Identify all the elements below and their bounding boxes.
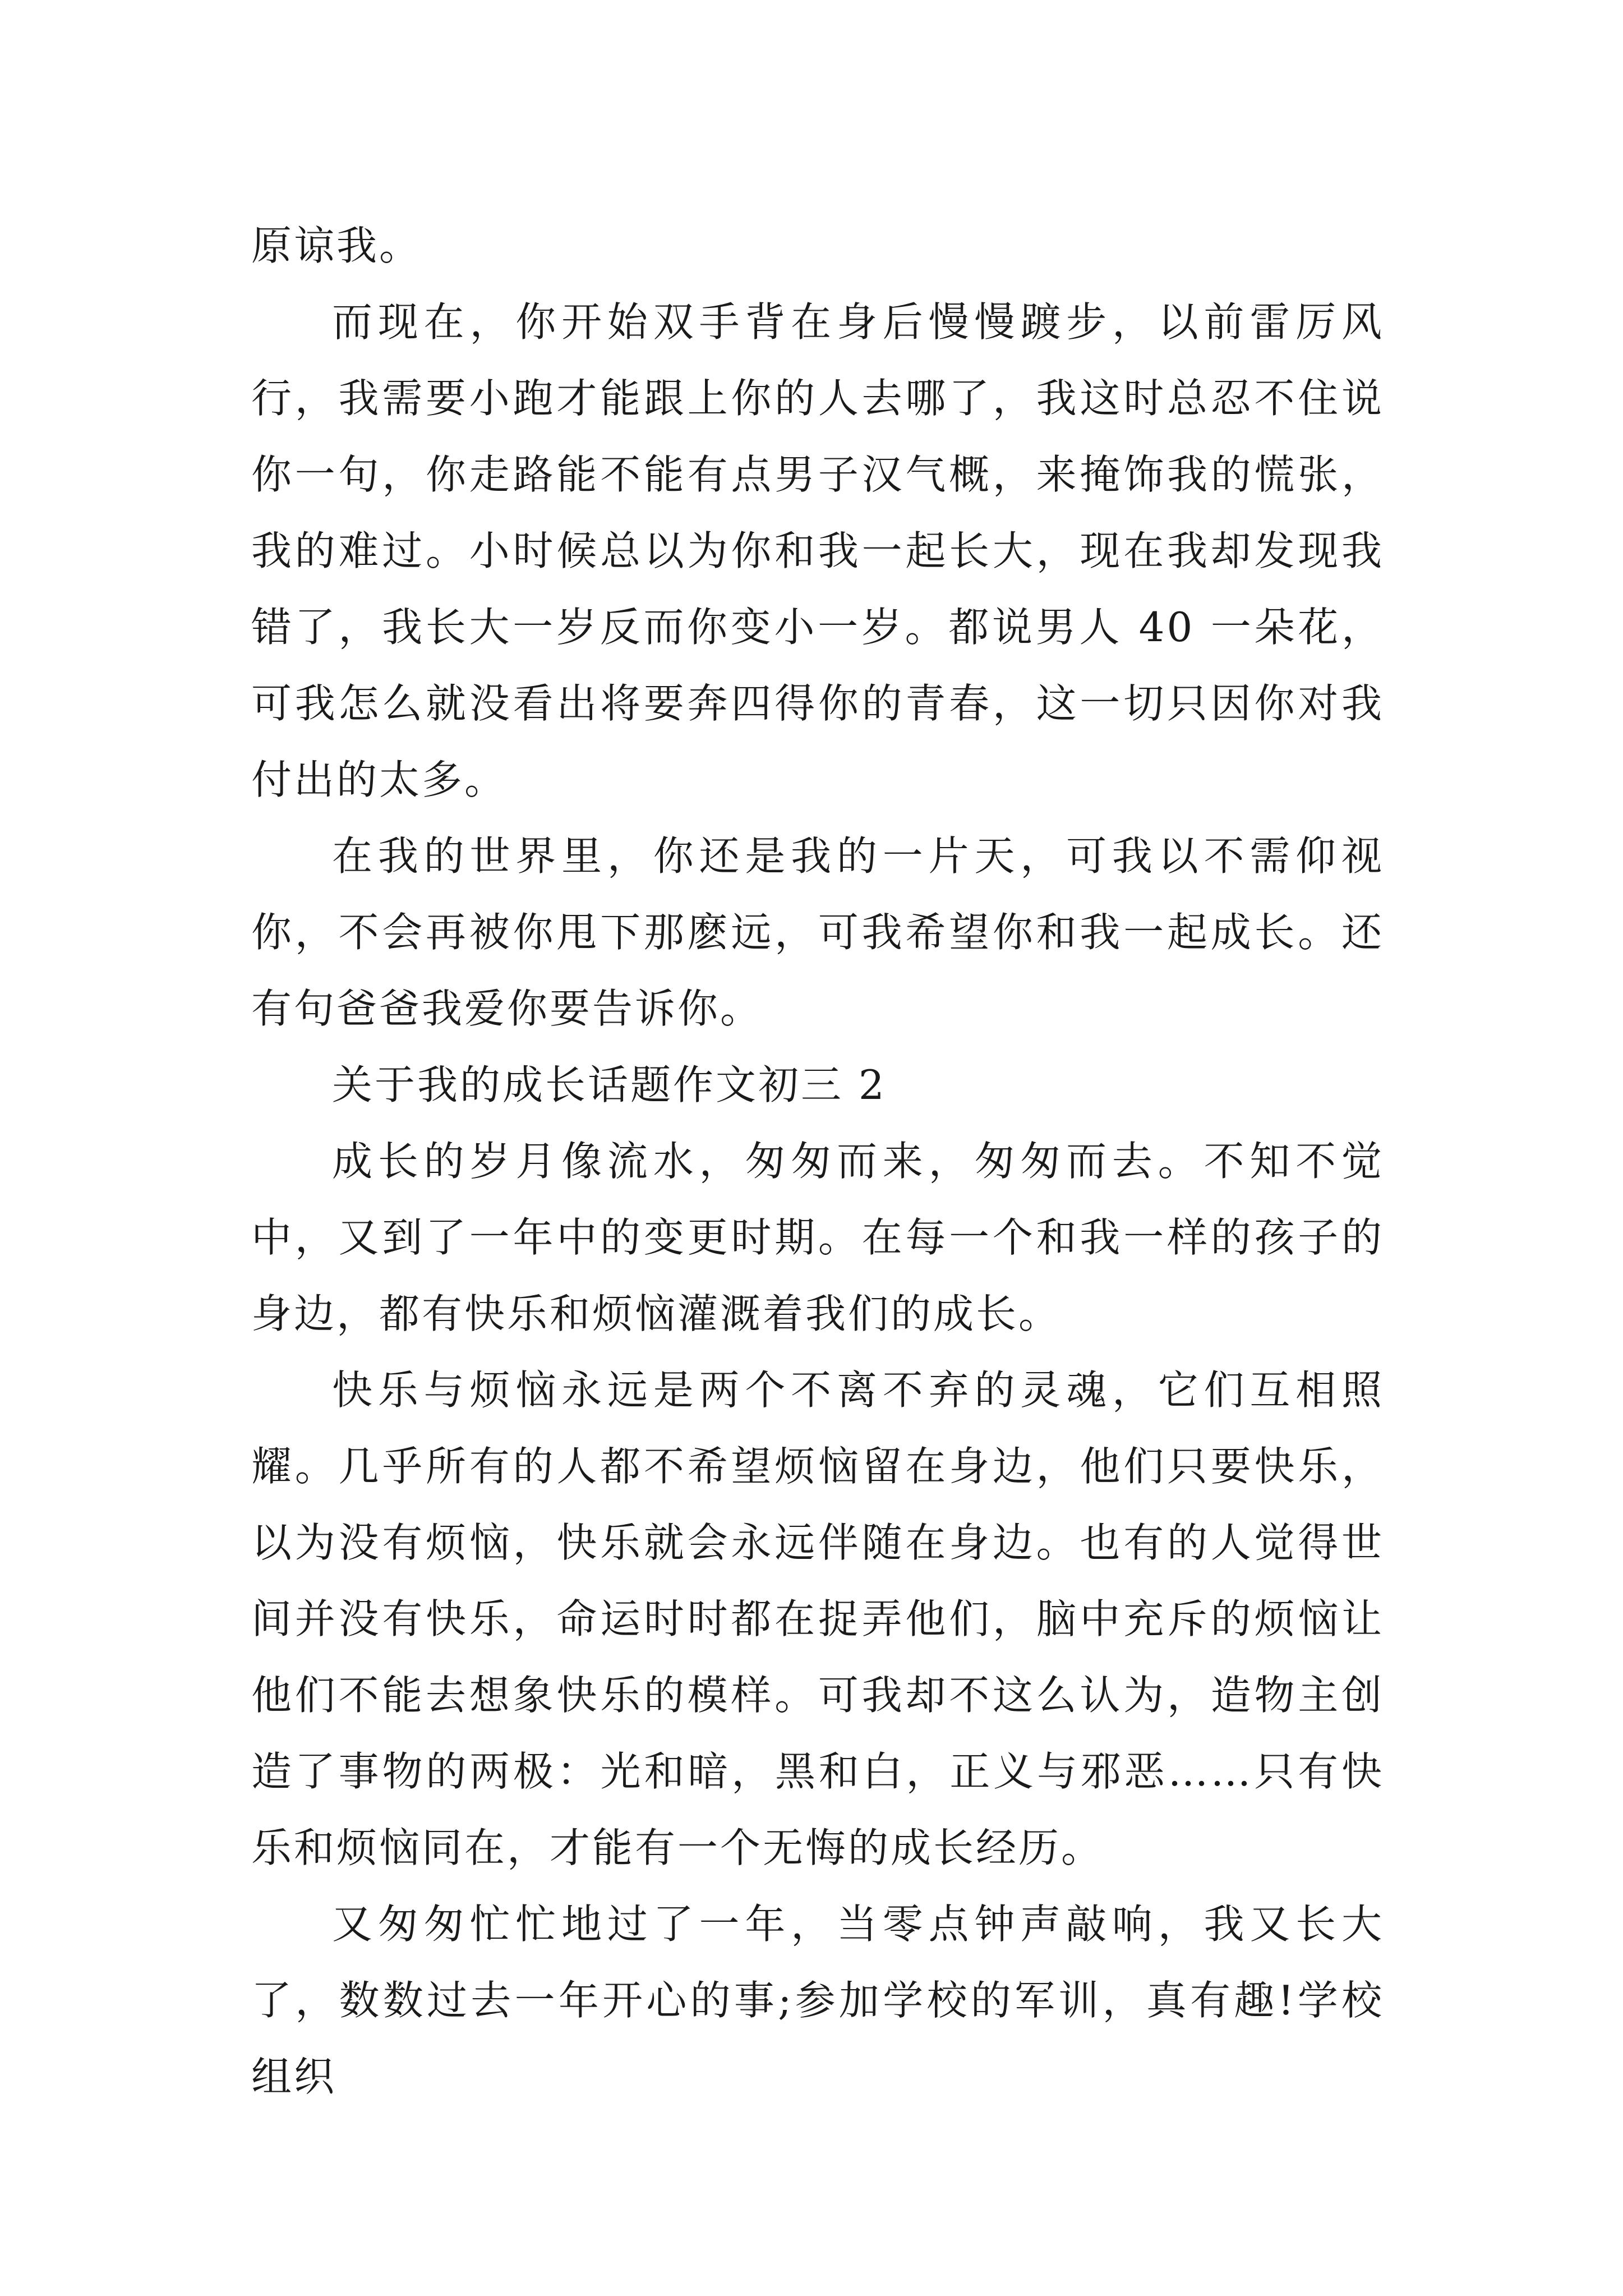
paragraph-continuation: 原谅我。: [251, 222, 422, 269]
document-body: [251, 208, 1384, 2115]
paragraph: 快乐与烦恼永远是两个不离不弃的灵魂，它们互相照耀。几乎所有的人都不希望烦恼留在身边，他们只要快乐，以为没有烦恼，快乐就会永远伴随在身边。也有的人觉得世间并没有快乐，命运时时都在捉弄他们，脑中充斥的烦恼让他们不能去想象快乐的模样。可我却不这么认为，造物主创造了事物的两极：光和暗，黑和白，正义与邪恶……只有快乐和烦恼同在，才能有一个无悔的成长经历。: [251, 1366, 1384, 1871]
paragraph: 又匆匆忙忙地过了一年，当零点钟声敲响，我又长大了，数数过去一年开心的事;参加学校的军训，真有趣!学校组织: [251, 1901, 1384, 2100]
section-heading: 关于我的成长话题作文初三 2: [332, 1061, 887, 1108]
paragraph: 在我的世界里，你还是我的一片天，可我以不需仰视你，不会再被你甩下那麽远，可我希望你和我一起成长。还有句爸爸我爱你要告诉你。: [251, 832, 1384, 1032]
paragraph: 而现在，你开始双手背在身后慢慢踱步，以前雷厉风行，我需要小跑才能跟上你的人去哪了，我这时总忍不住说你一句，你走路能不能有点男子汉气概，来掩饰我的慌张，我的难过。小时候总以为你和我一起长大，现在我却发现我错了，我长大一岁反而你变小一岁。都说男人 40 一朵花，可我怎么就没看出将要奔四得你的青春，这一切只因你对我付出的太多。: [251, 298, 1384, 803]
paragraph: 成长的岁月像流水，匆匆而来，匆匆而去。不知不觉中，又到了一年中的变更时期。在每一个和我一样的孩子的身边，都有快乐和烦恼灌溉着我们的成长。: [251, 1138, 1384, 1337]
